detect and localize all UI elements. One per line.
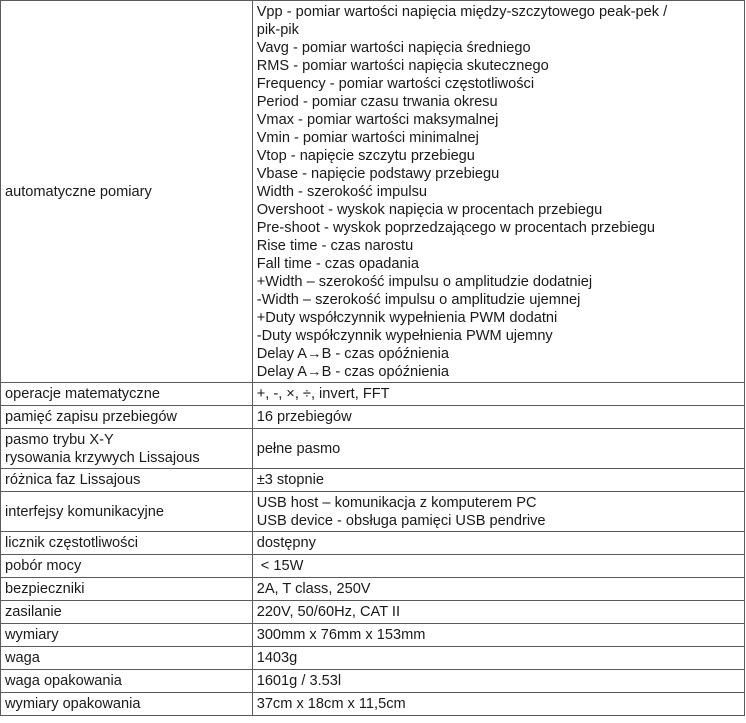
row-label-text: pobór mocy [5, 558, 82, 574]
table-row [1, 532, 745, 555]
row-value [252, 647, 744, 670]
value-line: Fall time - czas opadania [256, 255, 419, 272]
value-line: Overshoot - wyskok napięcia w procentach przebiegu [256, 201, 603, 218]
value-line: 1403g [256, 650, 298, 666]
row-value [252, 429, 744, 469]
value-line: +Width – szerokość impulsu o amplitudzie dodatniej [256, 273, 593, 290]
row-value [252, 670, 744, 693]
value-line: Width - szerokość impulsu [256, 183, 428, 200]
value-line: pik-pik [256, 21, 299, 38]
row-label [1, 624, 253, 647]
row-label [1, 406, 253, 429]
row-label [1, 693, 253, 716]
row-value [252, 624, 744, 647]
row-label [1, 601, 253, 624]
row-label [1, 1, 253, 383]
value-line: 300mm x 76mm x 153mm [256, 627, 426, 643]
row-label [1, 532, 253, 555]
row-value [252, 1, 744, 383]
table-row [1, 1, 745, 383]
value-line: 2A, T class, 250V [256, 581, 371, 597]
row-label-text: waga [5, 650, 40, 666]
value-line: Period - pomiar czasu trwania okresu [256, 93, 498, 110]
row-label [1, 383, 253, 406]
value-line: -Duty współczynnik wypełnienia PWM ujemny [256, 327, 553, 344]
table-row [1, 555, 745, 578]
value-line: Vpp - pomiar wartości napięcia między-szczytowego peak-pek / [256, 3, 668, 20]
row-label [1, 555, 253, 578]
row-value [252, 578, 744, 601]
row-label-text: różnica faz Lissajous [5, 472, 141, 488]
row-label [1, 492, 253, 532]
value-line: Vbase - napięcie podstawy przebiegu [256, 165, 500, 182]
value-line: -Width – szerokość impulsu o amplitudzie ujemnej [256, 291, 581, 308]
table-row [1, 624, 745, 647]
row-label [1, 469, 253, 492]
value-line: dostępny [256, 535, 316, 551]
row-label-text: automatyczne pomiary [5, 183, 152, 200]
row-label-text: zasilanie [5, 604, 62, 620]
row-label-text: operacje matematyczne [5, 386, 160, 402]
value-line: Vtop - napięcie szczytu przebiegu [256, 147, 475, 164]
value-line: 37cm x 18cm x 11,5cm [256, 696, 406, 712]
value-line: RMS - pomiar wartości napięcia skutecznego [256, 57, 549, 74]
value-line: USB device - obsługa pamięci USB pendrive [256, 512, 546, 529]
value-line: Vmax - pomiar wartości maksymalnej [256, 111, 499, 128]
table-row [1, 647, 745, 670]
row-label-text: interfejsy komunikacyjne [5, 503, 164, 520]
table-row [1, 469, 745, 492]
value-line: Pre-shoot - wyskok poprzedzającego w procentach przebiegu [256, 219, 656, 236]
row-value [252, 383, 744, 406]
value-line: Delay A→B - czas opóźnienia [256, 363, 449, 380]
table-row [1, 670, 745, 693]
value-line: 16 przebiegów [256, 409, 352, 425]
table-row [1, 578, 745, 601]
table-row [1, 429, 745, 469]
value-line: 220V, 50/60Hz, CAT II [256, 604, 401, 620]
row-label [1, 429, 253, 469]
row-value [252, 555, 744, 578]
row-label [1, 578, 253, 601]
value-line: Delay A→B - czas opóźnienia [256, 345, 449, 362]
table-row [1, 406, 745, 429]
row-label-text: pasmo trybu X-Y [5, 431, 114, 448]
value-line: 1601g / 3.53l [256, 673, 342, 689]
row-label-text: waga opakowania [5, 673, 122, 689]
row-label [1, 670, 253, 693]
table-row [1, 492, 745, 532]
row-label-text: pamięć zapisu przebiegów [5, 409, 177, 425]
value-line: ±3 stopnie [256, 472, 324, 488]
value-line: +, -, ×, ÷, invert, FFT [256, 386, 390, 402]
row-value [252, 532, 744, 555]
table-row [1, 383, 745, 406]
value-line: Vavg - pomiar wartości napięcia średniego [256, 39, 531, 56]
row-value [252, 469, 744, 492]
row-label-text: wymiary [5, 627, 59, 643]
row-value [252, 693, 744, 716]
row-label-text: bezpieczniki [5, 581, 85, 597]
value-line: USB host – komunikacja z komputerem PC [256, 494, 537, 511]
value-line: < 15W [256, 558, 304, 574]
value-line: Rise time - czas narostu [256, 237, 414, 254]
value-line: Vmin - pomiar wartości minimalnej [256, 129, 479, 146]
value-line: +Duty współczynnik wypełnienia PWM dodatni [256, 309, 558, 326]
value-line: Frequency - pomiar wartości częstotliwości [256, 75, 535, 92]
row-label [1, 647, 253, 670]
table-row [1, 693, 745, 716]
row-value [252, 406, 744, 429]
row-value [252, 601, 744, 624]
row-value [252, 492, 744, 532]
table-row [1, 601, 745, 624]
row-label-text: licznik częstotliwości [5, 535, 138, 551]
row-label-text: wymiary opakowania [5, 696, 141, 712]
row-label-text: rysowania krzywych Lissajous [5, 449, 200, 466]
value-line: pełne pasmo [256, 440, 341, 457]
